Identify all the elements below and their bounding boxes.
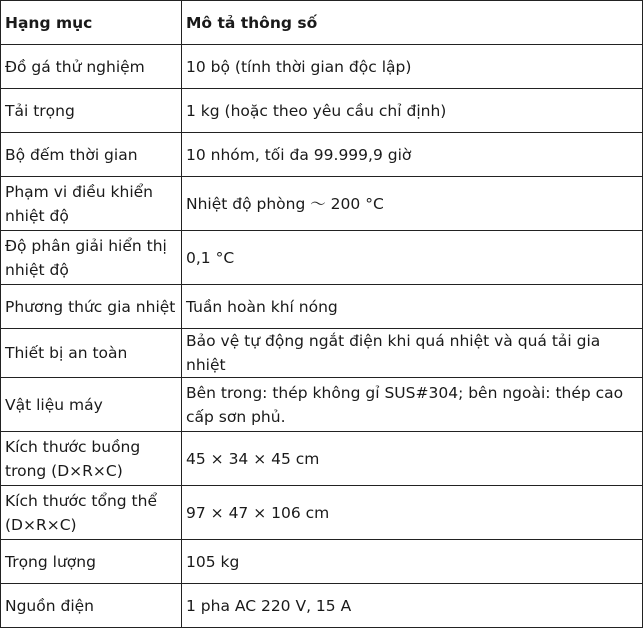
table-row	[1, 432, 643, 486]
row-item: Vật liệu máy	[1, 378, 182, 432]
row-description: 97 × 47 × 106 cm	[182, 486, 643, 540]
row-item: Độ phân giải hiển thị nhiệt độ	[1, 231, 182, 285]
table-row	[1, 285, 643, 329]
row-description: Nhiệt độ phòng ～ 200 °C	[182, 177, 643, 231]
table-row	[1, 329, 643, 378]
row-description: Bên trong: thép không gỉ SUS#304; bên ngoài: thép cao cấp sơn phủ.	[182, 378, 643, 432]
header-row	[1, 1, 643, 45]
row-description: 45 × 34 × 45 cm	[182, 432, 643, 486]
row-description: Tuần hoàn khí nóng	[182, 285, 643, 329]
row-item: Kích thước buồng trong (D×R×C)	[1, 432, 182, 486]
header-description: Mô tả thông số	[182, 1, 643, 45]
row-item: Tải trọng	[1, 89, 182, 133]
header-item: Hạng mục	[1, 1, 182, 45]
row-description: 0,1 °C	[182, 231, 643, 285]
row-item: Phạm vi điều khiển nhiệt độ	[1, 177, 182, 231]
table-row	[1, 584, 643, 628]
table-row	[1, 177, 643, 231]
row-item: Phương thức gia nhiệt	[1, 285, 182, 329]
table-row	[1, 231, 643, 285]
table-row	[1, 133, 643, 177]
table-row	[1, 378, 643, 432]
row-item: Nguồn điện	[1, 584, 182, 628]
row-description: 1 pha AC 220 V, 15 A	[182, 584, 643, 628]
row-description: 105 kg	[182, 540, 643, 584]
table-row	[1, 486, 643, 540]
row-item: Bộ đếm thời gian	[1, 133, 182, 177]
row-item: Đồ gá thử nghiệm	[1, 45, 182, 89]
row-item: Trọng lượng	[1, 540, 182, 584]
row-item: Kích thước tổng thể (D×R×C)	[1, 486, 182, 540]
row-item: Thiết bị an toàn	[1, 329, 182, 378]
table-row	[1, 45, 643, 89]
row-description: 10 bộ (tính thời gian độc lập)	[182, 45, 643, 89]
table-row	[1, 89, 643, 133]
row-description: Bảo vệ tự động ngắt điện khi quá nhiệt và quá tải gia nhiệt	[182, 329, 643, 378]
table-row	[1, 540, 643, 584]
row-description: 1 kg (hoặc theo yêu cầu chỉ định)	[182, 89, 643, 133]
row-description: 10 nhóm, tối đa 99.999,9 giờ	[182, 133, 643, 177]
